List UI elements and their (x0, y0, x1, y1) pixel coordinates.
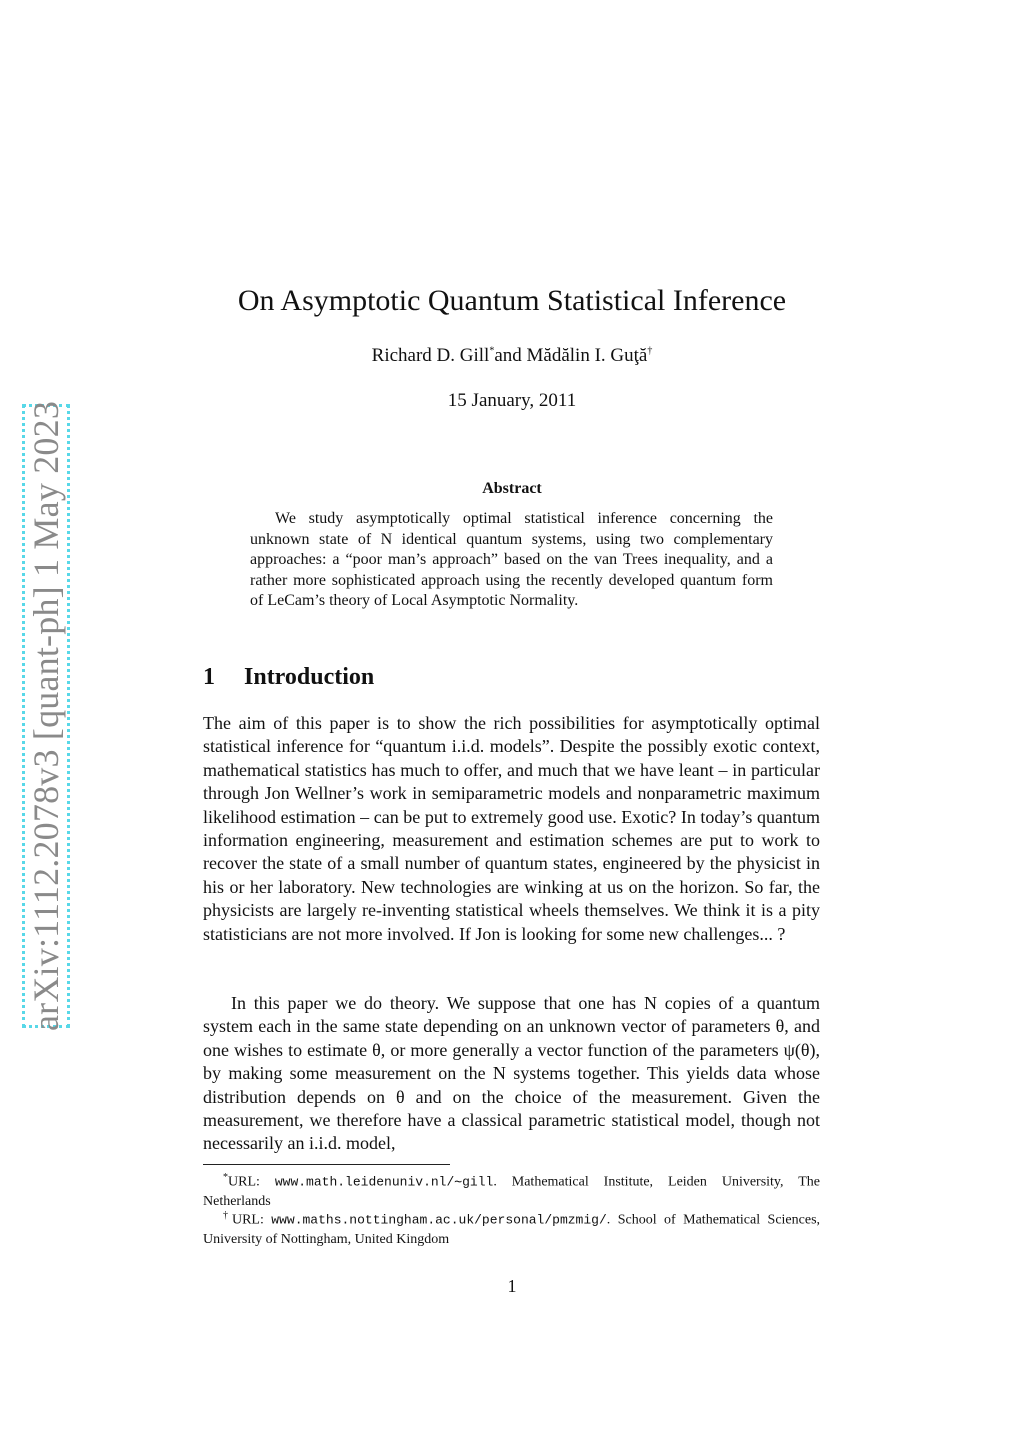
abstract-heading: Abstract (482, 480, 542, 497)
paper-title: On Asymptotic Quantum Statistical Inference (237, 284, 787, 317)
section-number: 1 (203, 664, 215, 690)
author-guta: Mădălin I. Guţă (526, 345, 648, 366)
footnote-1-prefix: URL: (228, 1174, 275, 1190)
footnote-1-mark: * (223, 1172, 228, 1183)
footnote-1 (203, 1168, 820, 1211)
footnote-divider (203, 1164, 450, 1165)
footnote-2-prefix: URL: (231, 1212, 272, 1228)
page-number: 1 (507, 1276, 517, 1296)
section-heading-introduction (203, 664, 374, 691)
author-joiner: and (494, 345, 522, 366)
footnote-1-url-link[interactable]: www.math.leidenuniv.nl/∼gill (274, 1174, 494, 1190)
footnote-mark-author2[interactable]: † (647, 345, 653, 357)
body-paragraph-2: In this paper we do theory. We suppose that one has N copies of a quantum system each in the same state depending on an unknown vector of parameters θ, and one wishes to estimate θ, or more generally a vector function of the parameters ψ(θ), by making some measurement on the N systems together. This yields data whose distribution depends on θ and on the choice of the measurement. Given the measurement, we therefore have a classical parametric statistical model, though not necessarily an i.i.d. model, (203, 993, 820, 1154)
footnote-1-text: . Mathematical Institute, Leiden University, The Netherlands (203, 1174, 820, 1209)
footnote-2 (203, 1206, 820, 1249)
author-gill: Richard D. Gill (371, 345, 490, 366)
footnote-2-mark: † (223, 1210, 232, 1221)
footnote-2-url-link[interactable]: www.maths.nottingham.ac.uk/personal/pmzmig/ (271, 1212, 607, 1228)
author-line (0, 345, 1024, 367)
footnote-mark-author1[interactable]: * (489, 345, 495, 357)
abstract-text: We study asymptotically optimal statistical inference concerning the unknown state of N identical quantum systems, using two complementary approaches: a “poor man’s approach” based on the van Trees inequality, and a rather more sophisticated approach using the recently developed quantum form of LeCam’s theory of Local Asymptotic Normality. (250, 510, 773, 610)
footnote-2-text: . School of Mathematical Sciences, University of Nottingham, United Kingdom (203, 1212, 821, 1247)
section-title: Introduction (244, 664, 375, 690)
paper-date: 15 January, 2011 (447, 390, 577, 411)
body-paragraph-1: The aim of this paper is to show the rich possibilities for asymptotically optimal statistical inference for “quantum i.i.d. models”. Despite the possibly exotic context, mathematical statistics has much to offer, and much that we have leant – in particular through Jon Wellner’s work in semiparametric models and nonparametric maximum likelihood estimation – can be put to extremely good use. Exotic? In today’s quantum information engineering, measurement and estimation schemes are put to work to recover the state of a small number of quantum states, engineered by the physicist in his or her laboratory. New technologies are winking at us on the horizon. So far, the physicists are largely re-inventing statistical wheels themselves. We think it is a pity statisticians are not more involved. If Jon is looking for some new challenges... ? (203, 713, 820, 944)
arxiv-identifier[interactable]: arXiv:1112.2078v3 [quant-ph] 1 May 2023 (26, 400, 66, 1032)
